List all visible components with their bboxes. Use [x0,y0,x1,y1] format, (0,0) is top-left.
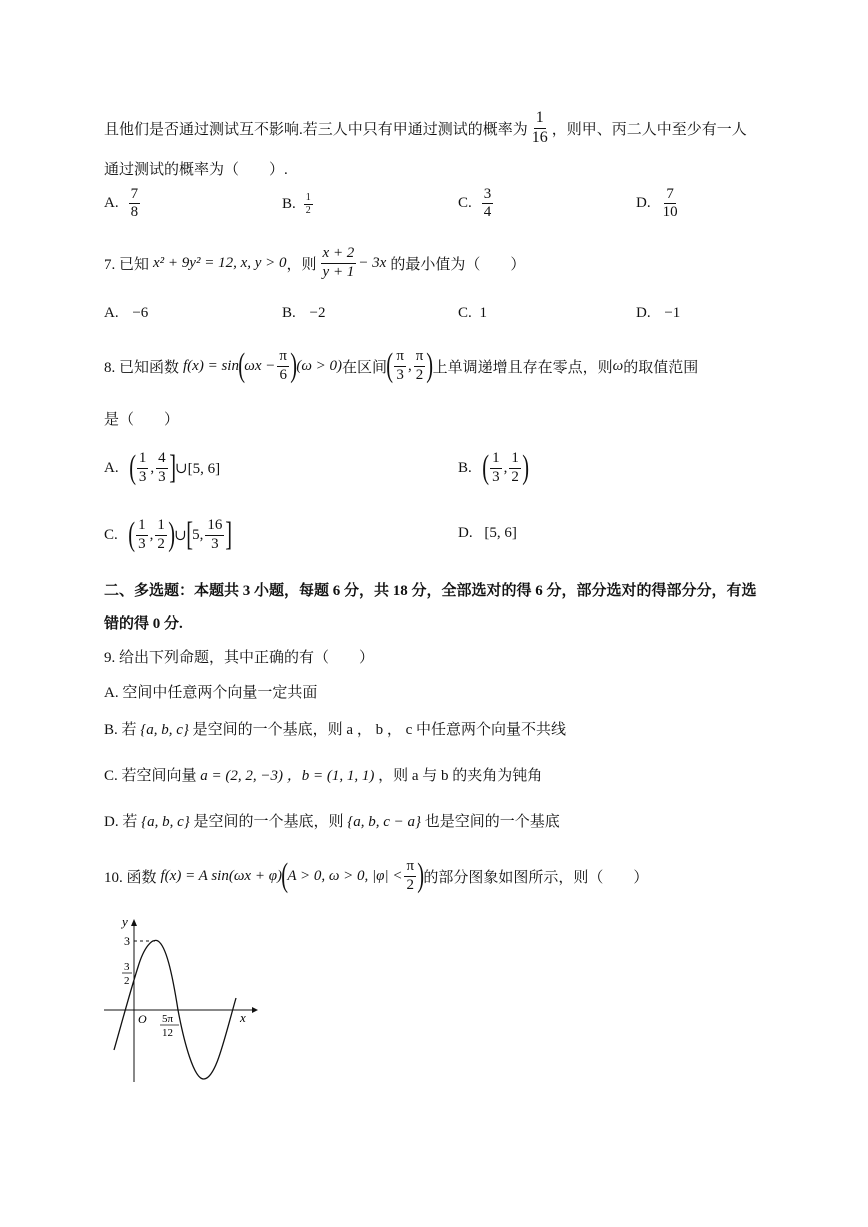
q6-option-b[interactable] [282,192,315,216]
q8-c-five: 5, [192,526,204,543]
q6-a-num: 7 [129,186,141,204]
q6-line2: 通过测试的概率为（ ）. [104,162,288,178]
q6-option-a[interactable] [104,186,142,222]
y-tick-3: 3 [124,934,130,948]
q10-graph [100,912,260,1087]
q8-omega: ω [612,357,624,374]
q8-b-f1-den: 3 [492,468,500,485]
q6-c-num: 3 [482,186,494,204]
q8-option-d[interactable] [458,525,517,542]
q8-pi-2: π [394,348,406,366]
q8-pi-over-2 [414,348,426,384]
q6-line1-text-b: ，则甲、丙二人中至少有一人 [551,121,747,138]
q8-interval-close: ) [426,347,434,384]
q8-interval-open: ( [386,347,394,384]
q7-prefix: 7. 已知 [104,256,150,273]
q8-b-open: ( [482,449,489,486]
q9-c-post: ，则 a 与 b 的夹角为钝角 [378,768,543,784]
q7-mid: ，则 [286,256,317,273]
x-axis-arrow [252,1007,258,1013]
x-axis-label: x [240,1010,246,1025]
q8-b-f2-den: 2 [511,468,519,485]
q8-a-close: ] [168,449,176,486]
q8-a-f2-num: 4 [156,450,168,468]
q9-option-d[interactable] [104,810,560,831]
q9-option-c[interactable] [104,764,542,785]
q7-condition: x² + 9y² = 12, x, y > 0 [153,254,287,271]
y-axis-arrow [131,919,137,926]
q8-c-f3-num: 16 [205,517,224,535]
q10-paren-open: ( [281,857,289,894]
q10-suffix: 的部分图象如图所示，则（ ） [423,869,649,886]
q7-option-d-value: −1 [664,305,681,321]
q6-option-c[interactable] [458,186,495,222]
q7-suffix: 的最小值为（ ） [390,256,526,273]
q8-func: f(x) = sin [183,357,239,374]
section2-line1: 二、多选题：本题共 3 小题，每题 6 分，共 18 分，全部选对的得 6 分，部分选对的得部分分，有选 [104,583,757,599]
q8-option-b-label: B. [458,459,472,476]
q8-mid: 在区间 [342,359,388,376]
q7-option-c[interactable] [458,305,487,322]
y-axis-label: y [122,914,128,929]
q8-c-open2: [ [186,516,193,553]
q8-a-f2-den: 3 [158,468,166,485]
q6-option-a-label: A. [104,195,119,212]
q8-b-frac2 [509,450,521,486]
q10-stem [104,852,648,900]
q10-pi: π [404,858,416,876]
q6-option-b-label: B. [282,195,296,212]
q6-option-d-label: D. [636,195,651,212]
q7-option-a-label: A. [104,305,119,321]
q8-suffix: 上单调递增且存在零点，则 [432,359,613,376]
q8-suffix2: 的取值范围 [623,359,699,376]
q8-cond: (ω > 0) [296,357,343,374]
q8-pi-over-3 [394,348,406,384]
q8-b-f1-num: 1 [490,450,502,468]
q9-d-set: {a, b, c} [141,814,190,830]
q9-b-post: 是空间的一个基底，则 a ， b ， c 中任意两个向量不共线 [192,722,566,738]
q9-option-a[interactable]: A. 空间中任意两个向量一定共面 [104,685,318,701]
q8-option-c[interactable]: C. ( $\frac{1}{3}$ , $\frac{1}{2}$ ) ∪ [ 5, $\frac{16}{3}$ ] [104,516,233,553]
q7-stem [104,242,525,284]
q8-arg: ωx − [244,357,276,374]
q6-option-b-value [304,192,313,216]
q8-c-f1-num: 1 [136,517,148,535]
q8-c-frac1 [136,517,148,553]
q8-three: 3 [396,366,404,383]
q9-c-vec-b: ，b = (1, 1, 1) [286,768,375,784]
q7-option-c-label: C. [458,305,472,321]
q8-option-a-label: A. [104,459,119,476]
q7-frac-num: x + 2 [321,245,357,263]
q8-c-union: ∪ [174,527,187,544]
q7-option-a-value: −6 [132,305,149,321]
q7-option-b-label: B. [282,305,296,321]
q9-b-pre: B. 若 [104,722,137,738]
q8-a-frac2 [156,450,168,486]
section2-line2: 错的得 0 分. [104,616,183,632]
q6-b-den: 2 [305,204,311,216]
q9-d-post: 也是空间的一个基底 [424,814,560,830]
q8-pi-over-6 [277,348,289,384]
q9-c-vec-a: a = (2, 2, −3) [200,768,283,784]
q9-b-set: {a, b, c} [140,722,189,738]
q8-two: 2 [415,366,424,383]
q6-option-a-value [129,186,141,222]
q10-paren-close: ) [417,857,425,894]
q8-stem: 8. 已知函数 f(x) = sin ( ωx − $\frac{\pi}{6}$ ) (ω > 0) 在区间 ( $\frac{\pi}{3}$ , $\frac{\pi}{2}$ ) 上单调递增且存在零点，则 ω 的取值范围 [104,347,699,384]
q6-frac-num: 1 [534,109,546,128]
q8-c-close2: ] [225,516,233,553]
q9-d-pre: D. 若 [104,814,138,830]
q6-a-den: 8 [130,204,139,221]
q8-line2: 是（ ） [104,412,180,428]
x-tick-den: 12 [162,1027,173,1039]
q8-a-open: ( [128,449,136,486]
q8-b-f2-num: 1 [509,450,521,468]
q9-c-pre: C. 若空间向量 [104,768,197,784]
y-tick-3-2-den: 2 [124,975,130,987]
q6-d-den: 10 [662,204,678,221]
q6-option-c-value [482,186,494,222]
q6-b-num: 1 [305,192,311,203]
q9-d-mid: 是空间的一个基底，则 [193,814,344,830]
q8-c-f3-den: 3 [211,535,219,552]
q8-pi-3: π [414,348,426,366]
q8-option-a[interactable]: A. ( $\frac{1}{3}$ , $\frac{4}{3}$ ] ∪[5, 6] [104,449,221,486]
q6-line1-text-a: 且他们是否通过测试互不影响.若三人中只有甲通过测试的概率为 [104,121,528,138]
q7-option-d[interactable] [636,305,680,322]
q10-prefix: 10. 函数 [104,869,157,886]
q7-option-d-label: D. [636,305,651,321]
q10-two: 2 [406,876,415,893]
q8-c-f2-num: 1 [155,517,167,535]
q8-a-f1-num: 1 [137,450,149,468]
origin-label: O [138,1012,147,1026]
q8-pi: π [277,348,289,366]
q8-c-f1-den: 3 [138,535,146,552]
q8-six: 6 [279,366,287,383]
q8-option-d-label: D. [458,525,473,541]
q8-option-d-value: [5, 6] [484,525,517,541]
q6-d-num: 7 [664,186,676,204]
q8-b-close: ) [522,449,529,486]
x-tick-num: 5π [162,1013,174,1025]
q8-option-a-union: ∪[5, 6] [175,460,221,477]
q6-option-d[interactable] [636,186,682,222]
q8-c-frac2 [155,517,167,553]
q8-option-b[interactable]: B. ( $\frac{1}{3}$ , $\frac{1}{2}$ ) [458,449,529,486]
q6-line1 [104,110,747,146]
q8-b-frac1 [490,450,502,486]
q8-a-f1-den: 3 [138,468,147,485]
q7-option-b[interactable] [282,305,325,322]
q9-d-set2: {a, b, c − a} [347,814,422,830]
q8-c-f2-den: 2 [157,535,165,552]
q8-paren-open: ( [238,347,246,384]
q7-fraction [321,245,357,281]
q8-c-close1: ) [168,516,175,553]
q10-func: f(x) = A sin(ωx + φ) [160,867,282,884]
q7-frac-den: y + 1 [322,263,355,280]
q6-option-c-label: C. [458,195,472,212]
q6-fraction [530,109,550,147]
q8-paren-close: ) [290,347,298,384]
q7-option-a[interactable] [104,305,148,322]
q8-prefix: 8. 已知函数 [104,359,180,376]
q7-tail-expr: − 3x [358,254,387,271]
q7-option-c-value: 1 [479,305,488,321]
q10-cond: A > 0, ω > 0, |φ| < [287,867,403,884]
q8-option-c-label: C. [104,526,118,543]
q7-option-b-value: −2 [309,305,326,321]
q6-c-den: 4 [483,204,492,221]
q8-c-frac3 [205,517,224,553]
y-tick-3-2-num: 3 [124,961,130,973]
q8-c-open: ( [128,516,135,553]
q9-stem: 9. 给出下列命题，其中正确的有（ ） [104,650,375,666]
q8-a-frac1 [137,450,149,486]
sine-graph [100,912,260,1087]
q6-option-d-value [661,186,680,222]
q9-option-b[interactable] [104,718,566,739]
q10-pi-over-2 [404,858,416,894]
q6-frac-den: 16 [531,128,548,146]
